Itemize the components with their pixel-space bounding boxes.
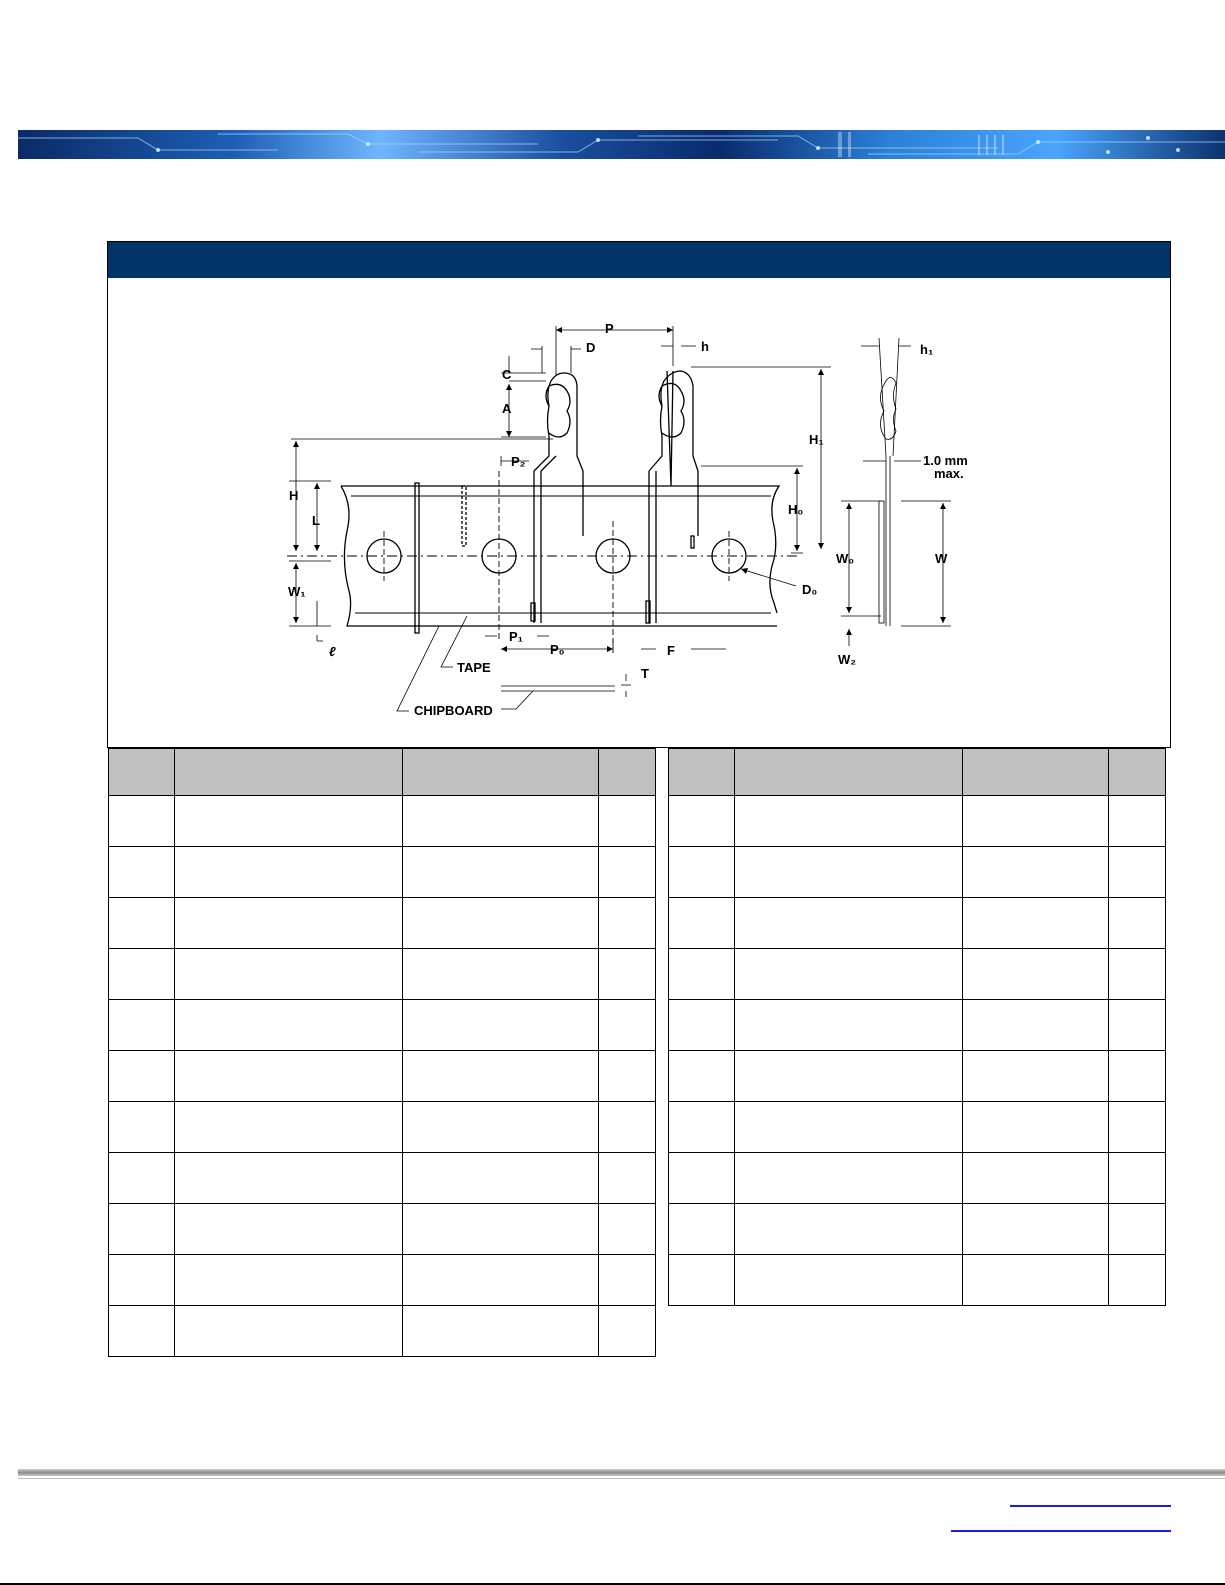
- table-row: [109, 949, 656, 1000]
- label-chipboard: CHIPBOARD: [414, 703, 493, 718]
- label-w2: W₂: [838, 652, 857, 667]
- table-row: [109, 1306, 656, 1357]
- label-h-lead: H: [289, 488, 299, 503]
- label-max-word: max.: [934, 466, 964, 481]
- label-d0: D₀: [802, 582, 818, 597]
- table-row: [669, 1204, 1166, 1255]
- label-p0: P₀: [550, 642, 565, 657]
- table-row: [669, 796, 1166, 847]
- table-row: [669, 1153, 1166, 1204]
- table-row: [109, 796, 656, 847]
- table-header-row: [109, 749, 656, 796]
- label-h: h: [701, 339, 709, 354]
- label-p1: P₁: [509, 629, 524, 644]
- panel-header-bar: [108, 242, 1170, 278]
- tape-diagram-panel: [107, 241, 1171, 748]
- table-row: [109, 847, 656, 898]
- table-row: [109, 1255, 656, 1306]
- label-ell: ℓ: [329, 644, 336, 659]
- tape-and-reel-diagram: [108, 278, 1170, 746]
- label-max-value: 1.0 mm: [923, 453, 968, 468]
- table-row: [669, 1000, 1166, 1051]
- label-f: F: [667, 643, 675, 658]
- label-h0: H₀: [788, 502, 804, 517]
- circuit-pattern-icon: [18, 130, 1225, 159]
- spec-table-left: [108, 748, 656, 1357]
- header-banner: [18, 130, 1225, 159]
- table-row: [669, 949, 1166, 1000]
- spec-table-right: [668, 748, 1166, 1306]
- table-row: [669, 898, 1166, 949]
- label-l: L: [312, 513, 320, 528]
- table-row: [109, 1153, 656, 1204]
- table-row: [109, 1204, 656, 1255]
- label-a: A: [502, 401, 512, 416]
- label-c: C: [502, 367, 512, 382]
- label-d: D: [586, 340, 596, 355]
- footer-link-2[interactable]: [951, 1530, 1171, 1532]
- label-h1-side: h₁: [920, 342, 934, 357]
- label-p: P: [605, 321, 614, 336]
- table-row: [109, 1000, 656, 1051]
- label-w: W: [935, 551, 948, 566]
- table-row: [109, 898, 656, 949]
- label-p2: P₂: [511, 454, 526, 469]
- table-row: [109, 1051, 656, 1102]
- label-tape: TAPE: [457, 660, 491, 675]
- table-header-row: [669, 749, 1166, 796]
- table-row: [669, 1255, 1166, 1306]
- footer-divider: [18, 1478, 1225, 1479]
- label-h1: H₁: [809, 432, 824, 447]
- label-w1: W₁: [288, 584, 306, 599]
- table-row: [669, 1051, 1166, 1102]
- table-row: [669, 847, 1166, 898]
- table-row: [109, 1102, 656, 1153]
- label-t: T: [641, 666, 649, 681]
- label-w0: W₀: [836, 551, 855, 566]
- table-row: [669, 1102, 1166, 1153]
- footer-link-1[interactable]: [1010, 1505, 1171, 1507]
- footer-bar: [18, 1469, 1225, 1476]
